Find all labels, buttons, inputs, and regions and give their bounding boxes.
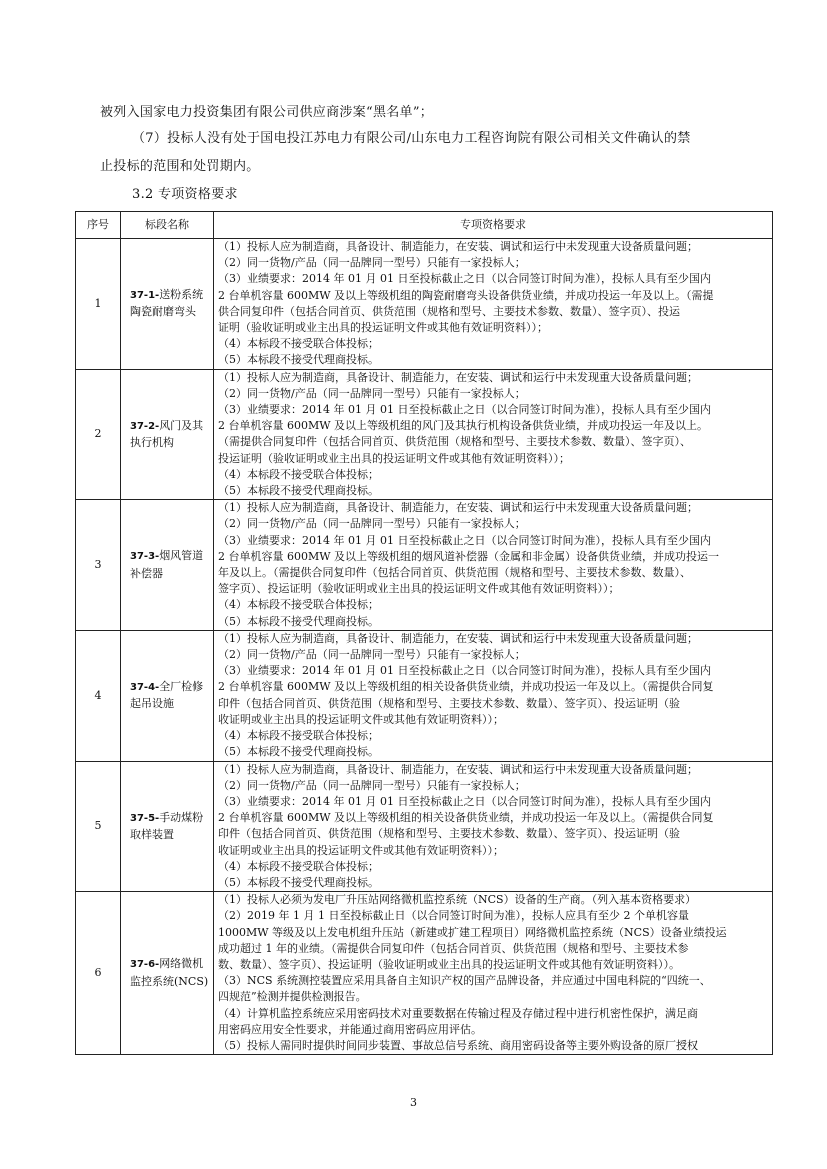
requirement-line: （4）本标段不接受联合体投标； <box>218 598 379 612</box>
requirement-line: 收证明或业主出具的投运证明文件或其他有效证明资料））； <box>218 712 504 726</box>
requirement-line: （1）投标人应为制造商，具备设计、制造能力，在安装、调试和运行中未发现重大设备质量问题； <box>218 762 698 776</box>
lot-name-line: 风门及其 <box>159 418 204 432</box>
lot-name-line: 送粉系统 <box>159 288 204 302</box>
qualification-table <box>75 211 773 1055</box>
requirement-line: 2 台单机容量 600MW 及以上等级机组的相关设备供货业绩，并成功投运一年及以上。（需提供合同复 <box>218 680 714 694</box>
requirement-line: （3）业绩要求：2014 年 01 月 01 日至投标截止之日（以合同签订时间为准），投标人具有至少国内 <box>218 664 711 678</box>
lot-name <box>121 500 214 631</box>
lot-name-line: 烟风管道 <box>159 549 204 563</box>
lot-name-line: 执行机构 <box>130 435 174 449</box>
requirements-cell <box>214 239 773 370</box>
requirement-line: （4）本标段不接受联合体投标； <box>218 467 379 481</box>
requirement-line: （2）2019 年 1 月 1 日至投标截止日（以合同签订时间为准），投标人应具有至少 2 个单机容量 <box>218 909 689 923</box>
requirement-line: （2）同一货物/产品（同一品牌同一型号）只能有一家投标人； <box>218 517 526 531</box>
requirement-line: 1000MW 等级及以上发电机组升压站（新建或扩建工程项目）网络微机监控系统（NCS）设备业绩投运 <box>218 925 727 939</box>
requirement-line: （1）投标人应为制造商，具备设计、制造能力，在安装、调试和运行中未发现重大设备质量问题； <box>218 370 698 384</box>
lot-name-line: 网络微机 <box>159 957 204 971</box>
row-no: 2 <box>76 369 121 500</box>
requirement-line: （3）业绩要求：2014 年 01 月 01 日至投标截止之日（以合同签订时间为准），投标人具有至少国内 <box>218 272 711 286</box>
lot-name-line: 补偿器 <box>130 566 163 580</box>
table-row <box>76 239 773 370</box>
requirement-line: 2 台单机容量 600MW 及以上等级机组的烟风道补偿器（金属和非金属）设备供货业绩，并成功投运一 <box>218 549 720 563</box>
requirement-line: （2）同一货物/产品（同一品牌同一型号）只能有一家投标人； <box>218 648 526 662</box>
lot-name-line: 手动煤粉 <box>159 810 204 824</box>
requirements-cell <box>214 630 773 761</box>
requirement-line: （1）投标人应为制造商，具备设计、制造能力，在安装、调试和运行中未发现重大设备质量问题； <box>218 631 698 645</box>
requirements-cell <box>214 369 773 500</box>
requirement-line: 签字页）、投运证明（验收证明或业主出具的投运证明文件或其他有效证明资料））； <box>218 582 620 596</box>
requirement-line: （5）本标段不接受代理商投标。 <box>218 875 379 889</box>
table-row <box>76 892 773 1055</box>
requirement-line: 四规范”检测并提供检测报告。 <box>218 990 367 1004</box>
requirements-cell <box>214 500 773 631</box>
requirement-line: 供合同复印件（包括合同首页、供货范围（规格和型号、主要技术参数、数量）、签字页）、投运 <box>218 304 680 318</box>
requirement-line: （1）投标人应为制造商，具备设计、制造能力，在安装、调试和运行中未发现重大设备质量问题； <box>218 501 698 515</box>
lot-name <box>121 892 214 1055</box>
requirements-cell <box>214 892 773 1055</box>
lot-code: 37-2- <box>130 420 160 432</box>
requirement-line: （3）业绩要求：2014 年 01 月 01 日至投标截止之日（以合同签订时间为准），投标人具有至少国内 <box>218 403 711 417</box>
lot-code: 37-5- <box>130 812 160 824</box>
lot-code: 37-4- <box>130 681 160 693</box>
lot-name <box>121 239 214 370</box>
requirement-line: 收证明或业主出具的投运证明文件或其他有效证明资料））； <box>218 843 504 857</box>
requirement-line: （5）本标段不接受代理商投标。 <box>218 484 379 498</box>
lot-name <box>121 630 214 761</box>
requirement-line: 2 台单机容量 600MW 及以上等级机组的陶瓷耐磨弯头设备供货业绩，并成功投运一年及以上。（需提 <box>218 288 714 302</box>
requirement-line: 投运证明（验收证明或业主出具的投运证明文件或其他有效证明资料））； <box>218 451 570 465</box>
requirement-line: （1）投标人必须为发电厂升压站网络微机监控系统（NCS）设备的生产商。（列入基本资格要求） <box>218 893 697 907</box>
requirement-line: （3）业绩要求：2014 年 01 月 01 日至投标截止之日（以合同签订时间为准），投标人具有至少国内 <box>218 794 711 808</box>
paragraph-blacklist: 被列入国家电力投资集团有限公司供应商涉案“黑名单”； <box>100 105 434 120</box>
requirement-line: 年及以上。（需提供合同复印件（包括合同首页、供货范围（规格和型号、主要技术参数、数量）、 <box>218 566 691 580</box>
lot-name-line: 取样装置 <box>130 827 174 841</box>
requirement-line: （4）本标段不接受联合体投标； <box>218 729 379 743</box>
requirement-line: 用密码应用安全性要求，并能通过商用密码应用评估。 <box>218 1022 482 1036</box>
section-heading: 3.2 专项资格要求 <box>132 187 238 202</box>
table-row <box>76 761 773 892</box>
lot-name-line: 全厂检修 <box>159 679 204 693</box>
row-no: 1 <box>76 239 121 370</box>
requirements-cell <box>214 761 773 892</box>
requirement-line: （3）NCS 系统测控装置应采用具备自主知识产权的国产品牌设备，并应通过中国电科院的“四统一、 <box>218 974 711 988</box>
requirement-line: （2）同一货物/产品（同一品牌同一型号）只能有一家投标人； <box>218 386 526 400</box>
page-number: 3 <box>410 1096 417 1109</box>
table-header-row <box>76 212 773 239</box>
table-row <box>76 500 773 631</box>
table-row <box>76 630 773 761</box>
lot-name <box>121 369 214 500</box>
requirement-line: （5）本标段不接受代理商投标。 <box>218 353 379 367</box>
requirement-line: 印件（包括合同首页、供货范围（规格和型号、主要技术参数、数量）、签字页）、投运证明（验 <box>218 696 680 710</box>
requirement-line: （3）业绩要求：2014 年 01 月 01 日至投标截止之日（以合同签订时间为准），投标人具有至少国内 <box>218 533 711 547</box>
lot-code: 37-6- <box>130 959 160 971</box>
requirement-line: 印件（包括合同首页、供货范围（规格和型号、主要技术参数、数量）、签字页）、投运证明（验 <box>218 827 680 841</box>
row-no: 4 <box>76 630 121 761</box>
requirement-line: （1）投标人应为制造商，具备设计、制造能力，在安装、调试和运行中未发现重大设备质量问题； <box>218 240 698 253</box>
requirement-line: （需提供合同复印件（包括合同首页、供货范围（规格和型号、主要技术参数、数量）、签字页）、 <box>218 435 691 449</box>
requirement-line: 2 台单机容量 600MW 及以上等级机组的相关设备供货业绩，并成功投运一年及以上。（需提供合同复 <box>218 811 714 825</box>
requirement-line: （2）同一货物/产品（同一品牌同一型号）只能有一家投标人； <box>218 256 526 270</box>
requirement-line: （4）计算机监控系统应采用密码技术对重要数据在传输过程及存储过程中进行机密性保护，满足商 <box>218 1006 698 1020</box>
row-no: 3 <box>76 500 121 631</box>
header-no: 序号 <box>76 212 121 239</box>
header-requirements: 专项资格要求 <box>214 212 773 239</box>
row-no: 6 <box>76 892 121 1055</box>
requirement-line: 数、数量）、签字页）、投运证明（验收证明或业主出具的投运证明文件或其他有效证明资料））。 <box>218 957 680 971</box>
requirement-line: （4）本标段不接受联合体投标； <box>218 859 379 873</box>
lot-name-line: 起吊设施 <box>130 697 174 711</box>
lot-name-line: 陶瓷耐磨弯头 <box>130 305 196 319</box>
paragraph-item-7-continued: 止投标的范围和处罚期内。 <box>100 159 260 174</box>
requirement-line: 2 台单机容量 600MW 及以上等级机组的风门及其执行机构设备供货业绩，并成功投运一年及以上。 <box>218 419 709 433</box>
requirement-line: 成功超过 1 年的业绩。（需提供合同复印件（包括合同首页、供货范围（规格和型号、主要技术参 <box>218 941 689 955</box>
lot-code: 37-3- <box>130 551 160 563</box>
requirement-line: （5）本标段不接受代理商投标。 <box>218 745 379 759</box>
lot-name-line: 监控系统(NCS) <box>130 974 209 988</box>
lot-name <box>121 761 214 892</box>
requirement-line: （2）同一货物/产品（同一品牌同一型号）只能有一家投标人； <box>218 778 526 792</box>
requirement-line: （4）本标段不接受联合体投标； <box>218 337 379 351</box>
row-no: 5 <box>76 761 121 892</box>
table-row <box>76 369 773 500</box>
requirement-line: 证明（验收证明或业主出具的投运证明文件或其他有效证明资料））； <box>218 321 548 335</box>
requirement-line: （5）本标段不接受代理商投标。 <box>218 614 379 628</box>
header-lot-name: 标段名称 <box>121 212 214 239</box>
lot-code: 37-1- <box>130 290 160 302</box>
requirement-line: （5）投标人需同时提供时间同步装置、事故总信号系统、商用密码设备等主要外购设备的原厂授权 <box>218 1038 698 1052</box>
paragraph-item-7: （7）投标人没有处于国电投江苏电力有限公司/山东电力工程咨询院有限公司相关文件确认的禁 <box>132 131 691 146</box>
